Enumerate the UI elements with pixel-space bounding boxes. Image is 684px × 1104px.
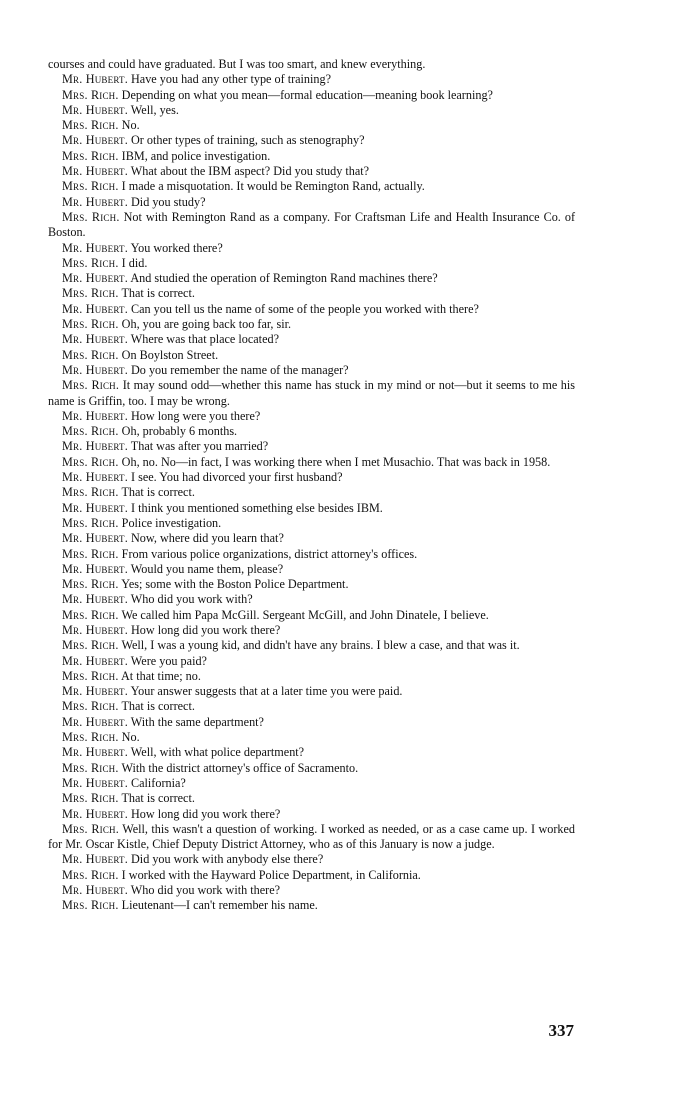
testimony-line (48, 623, 575, 638)
testimony-line (48, 302, 575, 317)
statement-text: Oh, probably 6 months. (121, 424, 238, 439)
statement-text: IBM, and police investigation. (121, 148, 271, 163)
testimony-line (48, 776, 575, 791)
testimony-line (48, 332, 575, 347)
statement-text: How long did you work there? (131, 622, 281, 637)
testimony-line (48, 684, 575, 699)
speaker-name: Mr. Hubert. (62, 775, 128, 790)
speaker-name: Mrs. Rich. (62, 485, 119, 500)
statement-text: Not with Remington Rand as a company. For Craftsman Life and Health Insurance Co. of Boston. (48, 209, 576, 240)
speaker-name: Mr. Hubert. (62, 102, 128, 117)
speaker-name: Mr. Hubert. (62, 240, 128, 255)
statement-text: That is correct. (121, 791, 195, 806)
statement-text: No. (121, 730, 140, 745)
testimony-line (48, 103, 575, 118)
statement-text: From various police organizations, district attorney's offices. (121, 546, 418, 561)
speaker-name: Mrs. Rich. (62, 286, 119, 301)
testimony-line (48, 868, 575, 883)
statement-text: Can you tell us the name of some of the people you worked with there? (131, 301, 479, 316)
speaker-name: Mr. Hubert. (62, 714, 128, 729)
speaker-name: Mrs. Rich. (62, 347, 119, 362)
statement-text: No. (121, 118, 140, 133)
speaker-name: Mr. Hubert. (62, 470, 128, 485)
statement-text: Well, this wasn't a question of working. I worked as needed, or as a case came up. I worked for Mr. Oscar Kistle, Chief Deputy District Attorney, who as of this January is now a judge. (48, 821, 576, 852)
statement-text: That is correct. (121, 485, 195, 500)
statement-text: Police investigation. (121, 515, 222, 530)
statement-text: With the same department? (130, 714, 264, 729)
testimony-line (48, 531, 575, 546)
speaker-name: Mr. Hubert. (62, 408, 128, 423)
speaker-name: Mr. Hubert. (62, 684, 128, 699)
transcript-page (48, 57, 575, 914)
testimony-line (48, 470, 575, 485)
statement-text: I made a misquotation. It would be Remington Rand, actually. (121, 179, 425, 194)
statement-text: How long did you work there? (131, 806, 281, 821)
speaker-name: Mrs. Rich. (62, 791, 119, 806)
statement-text: I worked with the Hayward Police Department, in California. (121, 867, 421, 882)
testimony-line (48, 164, 575, 179)
statement-text: That is correct. (121, 286, 195, 301)
statement-text: At that time; no. (121, 668, 201, 683)
speaker-name: Mr. Hubert. (62, 133, 128, 148)
speaker-name: Mrs. Rich. (62, 607, 119, 622)
testimony-line (48, 210, 575, 241)
speaker-name: Mr. Hubert. (62, 439, 128, 454)
speaker-name: Mrs. Rich. (62, 638, 119, 653)
speaker-name: Mrs. Rich. (62, 898, 119, 913)
testimony-line (48, 195, 575, 210)
testimony-line (48, 562, 575, 577)
testimony-line (48, 286, 575, 301)
testimony-line (48, 348, 575, 363)
testimony-line (48, 118, 575, 133)
speaker-name: Mrs. Rich. (62, 118, 119, 133)
speaker-name: Mr. Hubert. (62, 531, 128, 546)
testimony-line (48, 179, 575, 194)
testimony-line (48, 424, 575, 439)
testimony-line (48, 791, 575, 806)
speaker-name: Mr. Hubert. (62, 194, 128, 209)
testimony-line (48, 745, 575, 760)
statement-text: How long were you there? (131, 408, 261, 423)
testimony-line (48, 807, 575, 822)
testimony-line (48, 409, 575, 424)
statement-text: Well, I was a young kid, and didn't have any brains. I blew a case, and that was it. (121, 638, 520, 653)
testimony-line (48, 592, 575, 607)
testimony-line (48, 72, 575, 87)
speaker-name: Mr. Hubert. (62, 362, 128, 377)
testimony-line (48, 149, 575, 164)
statement-text: California? (131, 775, 186, 790)
statement-text: Were you paid? (130, 653, 207, 668)
statement-text: You worked there? (130, 240, 223, 255)
speaker-name: Mrs. Rich. (62, 148, 119, 163)
testimony-line (48, 256, 575, 271)
statement-text: Yes; some with the Boston Police Department. (121, 577, 349, 592)
speaker-name: Mrs. Rich. (62, 699, 119, 714)
statement-text: Have you had any other type of training? (131, 72, 332, 87)
statement-text: And studied the operation of Remington Rand machines there? (130, 271, 438, 286)
testimony-line (48, 455, 575, 470)
speaker-name: Mr. Hubert. (62, 271, 128, 286)
speaker-name: Mrs. Rich. (62, 515, 119, 530)
statement-text: Who did you work with? (130, 592, 253, 607)
testimony-line (48, 852, 575, 867)
statement-text: Who did you work with there? (130, 883, 281, 898)
testimony-line (48, 516, 575, 531)
speaker-name: Mrs. Rich. (62, 867, 119, 882)
speaker-name: Mr. Hubert. (62, 332, 128, 347)
page-number: 337 (548, 1021, 574, 1040)
statement-text: Would you name them, please? (130, 561, 284, 576)
speaker-name: Mrs. Rich. (62, 760, 119, 775)
statement-text: Did you study? (131, 194, 206, 209)
testimony-line (48, 761, 575, 776)
speaker-name: Mr. Hubert. (62, 72, 128, 87)
statement-text: On Boylston Street. (121, 347, 219, 362)
testimony-line (48, 898, 575, 913)
statement-text: That was after you married? (130, 439, 269, 454)
testimony-line (48, 501, 575, 516)
speaker-name: Mrs. Rich. (62, 821, 119, 836)
testimony-line (48, 439, 575, 454)
speaker-name: Mrs. Rich. (62, 317, 119, 332)
testimony-line (48, 654, 575, 669)
speaker-name: Mr. Hubert. (62, 561, 128, 576)
speaker-name: Mr. Hubert. (62, 806, 128, 821)
testimony-line (48, 577, 575, 592)
statement-text: I see. You had divorced your first husband? (131, 470, 343, 485)
speaker-name: Mr. Hubert. (62, 852, 128, 867)
testimony-line (48, 883, 575, 898)
speaker-name: Mr. Hubert. (62, 301, 128, 316)
statement-text: We called him Papa McGill. Sergeant McGill, and John Dinatele, I believe. (121, 607, 489, 622)
speaker-name: Mrs. Rich. (62, 577, 119, 592)
testimony-line (48, 485, 575, 500)
testimony-line (48, 378, 575, 409)
statement-text: Now, where did you learn that? (131, 531, 284, 546)
testimony-line (48, 699, 575, 714)
speaker-name: Mr. Hubert. (62, 883, 128, 898)
statement-text: It may sound odd—whether this name has stuck in my mind or not—but it seems to me his name is Griffin, too. I may be wrong. (48, 378, 576, 408)
speaker-name: Mrs. Rich. (62, 209, 120, 224)
testimony-line (48, 638, 575, 653)
speaker-name: Mrs. Rich. (62, 179, 119, 194)
statement-text: I did. (121, 255, 148, 270)
testimony-line (48, 363, 575, 378)
speaker-name: Mr. Hubert. (62, 653, 128, 668)
statement-text: Lieutenant—I can't remember his name. (121, 898, 318, 913)
speaker-name: Mr. Hubert. (62, 745, 128, 760)
testimony-line (48, 669, 575, 684)
speaker-name: Mrs. Rich. (62, 668, 119, 683)
testimony-line (48, 241, 575, 256)
speaker-name: Mr. Hubert. (62, 622, 128, 637)
testimony-line (48, 88, 575, 103)
testimony-line (48, 133, 575, 148)
testimony-line (48, 822, 575, 853)
speaker-name: Mrs. Rich. (62, 87, 119, 102)
statement-text: What about the IBM aspect? Did you study that? (130, 164, 370, 179)
speaker-name: Mr. Hubert. (62, 164, 128, 179)
statement-text: Did you work with anybody else there? (131, 852, 324, 867)
speaker-name: Mrs. Rich. (62, 255, 119, 270)
testimony-lines (48, 72, 575, 913)
speaker-name: Mrs. Rich. (62, 378, 120, 393)
statement-text: Oh, no. No—in fact, I was working there when I met Musachio. That was back in 1958. (121, 454, 551, 469)
statement-text: With the district attorney's office of Sacramento. (121, 760, 359, 775)
statement-text: Well, yes. (130, 102, 179, 117)
statement-text: Or other types of training, such as stenography? (131, 133, 365, 148)
speaker-name: Mrs. Rich. (62, 546, 119, 561)
continuation-line: courses and could have graduated. But I was too smart, and knew everything. (48, 57, 426, 71)
speaker-name: Mr. Hubert. (62, 592, 128, 607)
statement-text: Oh, you are going back too far, sir. (121, 317, 292, 332)
testimony-line (48, 608, 575, 623)
speaker-name: Mrs. Rich. (62, 730, 119, 745)
statement-text: I think you mentioned something else besides IBM. (131, 500, 383, 515)
testimony-line (48, 271, 575, 286)
statement-text: Where was that place located? (130, 332, 279, 347)
speaker-name: Mrs. Rich. (62, 424, 119, 439)
testimony-line (48, 730, 575, 745)
statement-text: Your answer suggests that at a later time you were paid. (130, 684, 403, 699)
testimony-line (48, 317, 575, 332)
testimony-line (48, 547, 575, 562)
statement-text: That is correct. (121, 699, 195, 714)
testimony-line (48, 715, 575, 730)
statement-text: Do you remember the name of the manager? (131, 362, 349, 377)
speaker-name: Mr. Hubert. (62, 500, 128, 515)
statement-text: Depending on what you mean—formal education—meaning book learning? (121, 87, 493, 102)
speaker-name: Mrs. Rich. (62, 454, 119, 469)
statement-text: Well, with what police department? (130, 745, 305, 760)
